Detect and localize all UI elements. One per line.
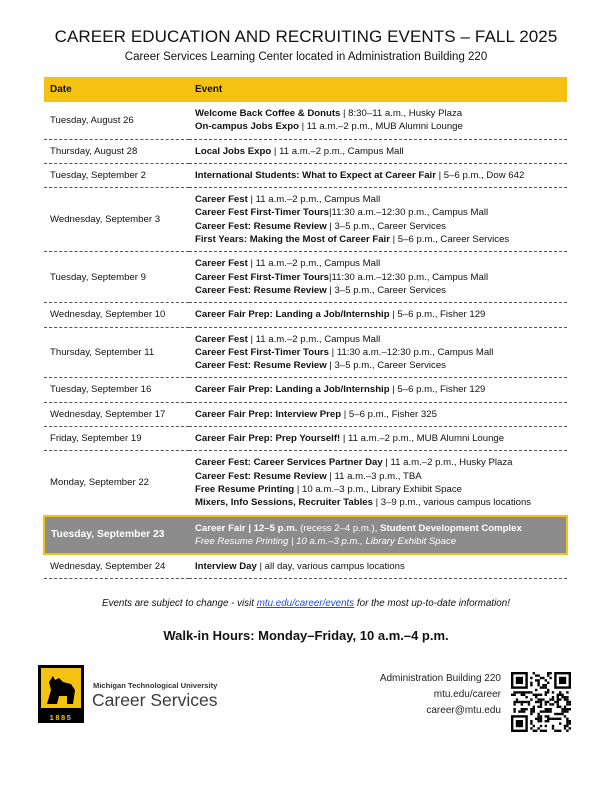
event-date: Tuesday, September 23 bbox=[44, 516, 189, 555]
event-line bbox=[195, 560, 567, 573]
event-name: Career Fest: Resume Review bbox=[195, 220, 327, 232]
event-line bbox=[195, 496, 567, 509]
event-name: First Years: Making the Most of Career Fair bbox=[195, 234, 390, 246]
table-row bbox=[44, 163, 567, 187]
event-name: Career Fest First-Timer Tours bbox=[195, 271, 329, 283]
event-date: Friday, September 19 bbox=[44, 427, 189, 451]
event-name: Career Fest: Resume Review bbox=[195, 284, 327, 296]
event-cell bbox=[189, 252, 567, 303]
table-row bbox=[44, 252, 567, 303]
qr-code-icon[interactable] bbox=[511, 672, 571, 732]
event-name: Career Fest: Career Services Partner Day bbox=[195, 457, 383, 469]
note-prefix: Events are subject to change - visit bbox=[102, 598, 257, 609]
event-date: Wednesday, September 10 bbox=[44, 303, 189, 327]
table-header-row bbox=[44, 77, 567, 102]
event-cell bbox=[189, 402, 567, 426]
event-cell bbox=[189, 303, 567, 327]
event-cell bbox=[189, 554, 567, 579]
event-details: | 11 a.m.–2 p.m., Husky Plaza bbox=[382, 457, 513, 469]
table-row bbox=[44, 303, 567, 327]
date-column-header: Date bbox=[44, 77, 189, 102]
event-line bbox=[195, 107, 567, 120]
husky-dog-icon bbox=[41, 668, 81, 708]
event-name: Career Fair Prep: Prep Yourself! bbox=[195, 433, 341, 445]
event-line bbox=[195, 220, 567, 233]
walk-in-hours: Walk-in Hours: Monday–Friday, 10 a.m.–4 p.m. bbox=[163, 628, 449, 643]
table-row bbox=[44, 188, 567, 252]
table-row bbox=[44, 554, 567, 579]
event-date: Wednesday, September 3 bbox=[44, 188, 189, 252]
event-date: Wednesday, September 17 bbox=[44, 402, 189, 426]
event-details: | 5–6 p.m., Fisher 325 bbox=[341, 408, 437, 420]
event-date: Tuesday, September 2 bbox=[44, 163, 189, 187]
event-line bbox=[195, 257, 567, 270]
event-name: Interview Day bbox=[195, 561, 257, 573]
event-column-header: Event bbox=[189, 77, 567, 102]
event-name: Career Fest bbox=[195, 194, 248, 206]
event-line bbox=[195, 308, 567, 321]
event-name: Mixers, Info Sessions, Recruiter Tables bbox=[195, 497, 373, 509]
event-details: | 11 a.m.–2 p.m., Campus Mall bbox=[247, 258, 381, 270]
event-name: International Students: What to Expect at Career Fair bbox=[195, 169, 436, 181]
event-line bbox=[195, 346, 567, 359]
event-details: |11:30 a.m.–12:30 p.m., Campus Mall bbox=[329, 271, 489, 283]
event-details: | 3–5 p.m., Career Services bbox=[326, 360, 446, 372]
table-row bbox=[44, 139, 567, 163]
event-details: | 11 a.m.–2 p.m., Campus Mall bbox=[271, 145, 404, 157]
event-name: Student Development Complex bbox=[380, 522, 522, 534]
events-table bbox=[43, 77, 568, 579]
event-date: Wednesday, September 24 bbox=[44, 554, 189, 579]
event-cell bbox=[189, 102, 567, 139]
event-date: Tuesday, August 26 bbox=[44, 102, 189, 139]
event-line bbox=[195, 193, 567, 206]
event-line bbox=[195, 145, 567, 158]
event-name: Local Jobs Expo bbox=[195, 145, 272, 157]
event-cell bbox=[189, 163, 567, 187]
event-details: | 5–6 p.m., Fisher 129 bbox=[389, 309, 486, 321]
table-row bbox=[44, 402, 567, 426]
event-details: | 11 a.m.–2 p.m., Campus Mall bbox=[247, 333, 381, 345]
event-line bbox=[195, 522, 566, 535]
note-suffix: for the most up-to-date information! bbox=[354, 598, 510, 609]
events-table-body bbox=[44, 102, 567, 579]
event-name: Free Resume Printing bbox=[195, 483, 295, 495]
event-cell bbox=[189, 451, 567, 516]
event-line bbox=[195, 284, 567, 297]
event-name: Career Fest First-Timer Tours bbox=[195, 207, 329, 219]
event-line bbox=[195, 359, 567, 372]
table-row bbox=[44, 427, 567, 451]
event-details: | 3–5 p.m., Career Services bbox=[326, 284, 446, 296]
event-line bbox=[195, 333, 567, 346]
department-name: Career Services bbox=[92, 690, 218, 710]
event-details: | 11:30 a.m.–12:30 p.m., Campus Mall bbox=[329, 346, 494, 358]
event-details: | 3–9 p.m., various campus locations bbox=[372, 497, 532, 509]
event-line bbox=[195, 456, 567, 469]
event-line: Free Resume Printing | 10 a.m.–3 p.m., Library Exhibit Space bbox=[195, 535, 457, 547]
event-cell bbox=[189, 188, 567, 252]
event-name: Career Fair Prep: Landing a Job/Internship bbox=[195, 384, 390, 396]
contact-email[interactable]: career@mtu.edu bbox=[426, 705, 501, 716]
page-subtitle: Career Services Learning Center located in Administration Building 220 bbox=[124, 51, 488, 63]
event-line bbox=[195, 120, 567, 133]
event-name: Career Fair Prep: Landing a Job/Internship bbox=[195, 309, 390, 321]
event-cell bbox=[189, 516, 567, 555]
event-name: Career Fest First-Timer Tours bbox=[195, 346, 329, 358]
event-line bbox=[195, 483, 567, 496]
event-details: | 11 a.m.–2 p.m., MUB Alumni Lounge bbox=[340, 433, 505, 445]
event-line bbox=[195, 470, 567, 483]
event-line bbox=[195, 169, 567, 182]
event-name: On-campus Jobs Expo bbox=[195, 121, 299, 133]
event-date: Thursday, September 11 bbox=[44, 327, 189, 378]
disclaimer-note bbox=[0, 598, 612, 609]
event-name: Career Fair | 12–5 p.m. bbox=[195, 522, 298, 534]
event-date: Tuesday, September 16 bbox=[44, 378, 189, 402]
contact-building: Administration Building 220 bbox=[379, 673, 501, 684]
event-line bbox=[195, 383, 567, 396]
husky-logo bbox=[38, 665, 84, 723]
event-details: | 5–6 p.m., Fisher 129 bbox=[389, 384, 486, 396]
table-row bbox=[44, 516, 567, 555]
table-row bbox=[44, 451, 567, 516]
event-line bbox=[195, 206, 567, 219]
event-details: | 5–6 p.m., Career Services bbox=[389, 234, 510, 246]
event-date: Tuesday, September 9 bbox=[44, 252, 189, 303]
event-line bbox=[195, 233, 567, 246]
event-details: | 5–6 p.m., Dow 642 bbox=[435, 169, 525, 181]
event-cell bbox=[189, 427, 567, 451]
event-name: Career Fest: Resume Review bbox=[195, 470, 327, 482]
page-title: CAREER EDUCATION AND RECRUITING EVENTS – FALL 2025 bbox=[54, 27, 558, 46]
event-details: | all day, various campus locations bbox=[256, 561, 405, 573]
event-details: | 11 a.m.–2 p.m., Campus Mall bbox=[247, 194, 381, 206]
event-date: Monday, September 22 bbox=[44, 451, 189, 516]
event-name: Career Fest: Resume Review bbox=[195, 360, 327, 372]
university-name: Michigan Technological University bbox=[93, 681, 218, 690]
event-details: |11:30 a.m.–12:30 p.m., Campus Mall bbox=[329, 207, 489, 219]
event-details: | 8:30–11 a.m., Husky Plaza bbox=[340, 108, 463, 119]
contact-web[interactable]: mtu.edu/career bbox=[433, 689, 501, 700]
event-cell bbox=[189, 378, 567, 402]
event-line bbox=[195, 408, 567, 421]
event-cell bbox=[189, 139, 567, 163]
event-details: | 10 a.m.–3 p.m., Library Exhibit Space bbox=[294, 483, 462, 495]
event-details: | 11 a.m.–3 p.m., TBA bbox=[326, 470, 422, 482]
event-details: | 11 a.m.–2 p.m., MUB Alumni Lounge bbox=[298, 121, 463, 133]
event-line bbox=[195, 432, 567, 445]
event-cell bbox=[189, 327, 567, 378]
event-date: Thursday, August 28 bbox=[44, 139, 189, 163]
event-name: Welcome Back Coffee & Donuts bbox=[195, 108, 341, 119]
event-name: Career Fair Prep: Interview Prep bbox=[195, 408, 342, 420]
table-row bbox=[44, 102, 567, 139]
event-details: (recess 2–4 p.m.), bbox=[297, 522, 381, 534]
contact-info bbox=[380, 671, 501, 719]
event-name: Career Fest bbox=[195, 333, 248, 345]
table-row bbox=[44, 327, 567, 378]
logo-year: 1885 bbox=[49, 713, 73, 722]
event-name: Career Fest bbox=[195, 258, 248, 270]
events-link[interactable]: mtu.edu/career/events bbox=[256, 598, 355, 609]
table-row bbox=[44, 378, 567, 402]
event-line bbox=[195, 271, 567, 284]
event-details: | 3–5 p.m., Career Services bbox=[326, 220, 446, 232]
